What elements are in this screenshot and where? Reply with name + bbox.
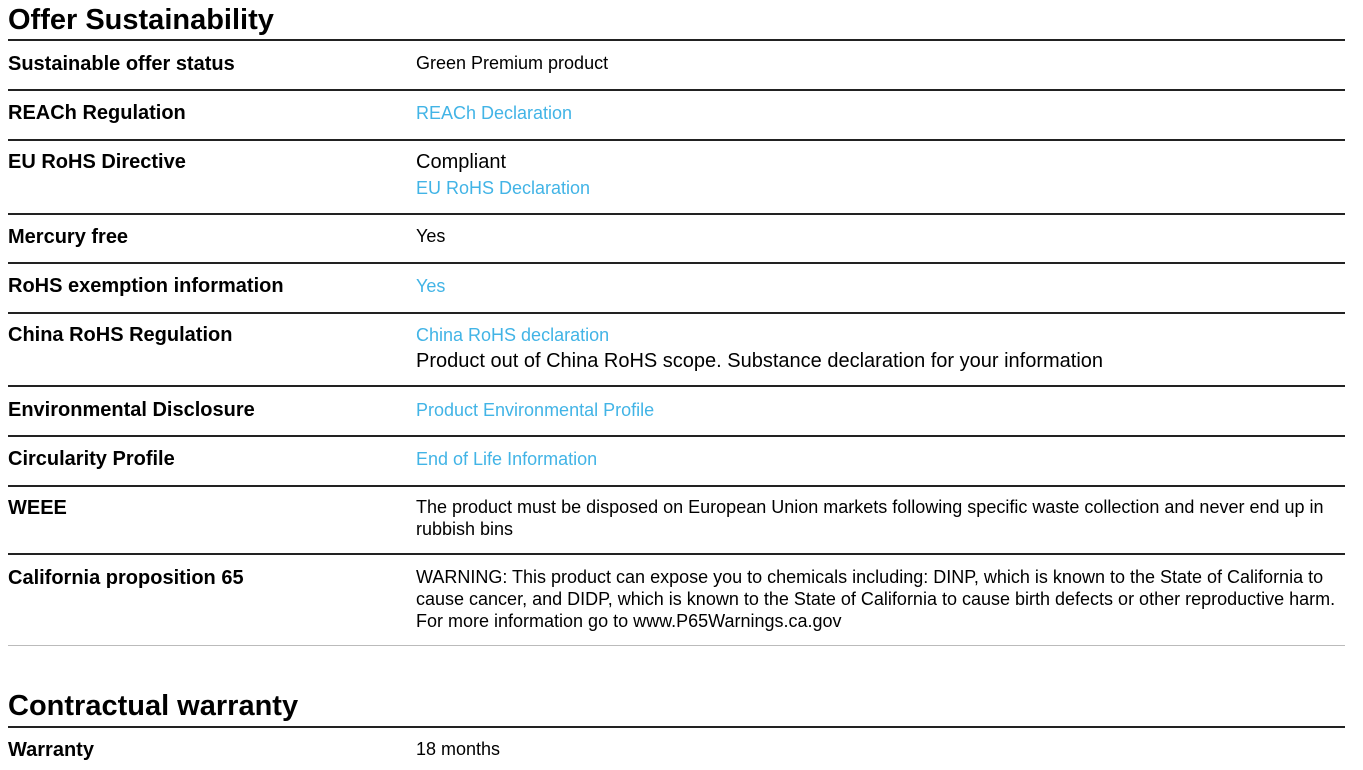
row-value bbox=[416, 100, 1341, 126]
row-label: Warranty bbox=[8, 739, 94, 761]
row-divider bbox=[8, 553, 1345, 555]
section-divider bbox=[8, 726, 1345, 728]
row-label: Mercury free bbox=[8, 226, 129, 248]
row-value bbox=[416, 273, 1341, 299]
value-text: Yes bbox=[416, 226, 446, 246]
row-label: WEEE bbox=[8, 497, 67, 519]
value-text: Compliant bbox=[416, 151, 507, 173]
row-value bbox=[416, 225, 1341, 247]
rohs-exemption-link[interactable]: Yes bbox=[416, 276, 446, 296]
row-divider bbox=[8, 645, 1345, 646]
row-value bbox=[416, 566, 1341, 632]
eu-rohs-declaration-link[interactable]: EU RoHS Declaration bbox=[416, 178, 591, 198]
row-divider bbox=[8, 139, 1345, 141]
row-divider bbox=[8, 312, 1345, 314]
row-value bbox=[416, 397, 1341, 423]
value-text: Product out of China RoHS scope. Substance declaration for your information bbox=[416, 350, 1104, 372]
row-label: REACh Regulation bbox=[8, 102, 186, 124]
reach-declaration-link[interactable]: REACh Declaration bbox=[416, 103, 573, 123]
row-label: China RoHS Regulation bbox=[8, 324, 233, 346]
row-value bbox=[416, 496, 1341, 540]
row-divider bbox=[8, 385, 1345, 387]
value-text: WARNING: This product can expose you to chemicals including: DINP, which is known to the State of California to cause cancer, and DIDP, which is known to the State of California to cause birth defects or other reproductive harm. For more information go to www.P65Warnings.ca.gov bbox=[416, 567, 1336, 631]
row-value bbox=[416, 149, 1341, 201]
china-rohs-declaration-link[interactable]: China RoHS declaration bbox=[416, 325, 610, 345]
row-value bbox=[416, 52, 1341, 74]
value-text: Green Premium product bbox=[416, 53, 609, 73]
section-divider bbox=[8, 39, 1345, 41]
row-value bbox=[416, 446, 1341, 472]
row-value bbox=[416, 322, 1341, 374]
value-text: 18 months bbox=[416, 739, 501, 759]
product-environmental-profile-link[interactable]: Product Environmental Profile bbox=[416, 400, 655, 420]
end-of-life-information-link[interactable]: End of Life Information bbox=[416, 449, 598, 469]
row-divider bbox=[8, 89, 1345, 91]
row-label: RoHS exemption information bbox=[8, 275, 284, 297]
section-title-offer-sustainability: Offer Sustainability bbox=[8, 4, 274, 36]
row-label: California proposition 65 bbox=[8, 567, 244, 589]
value-text: The product must be disposed on European Union markets following specific waste collection and never end up in rubbish bins bbox=[416, 497, 1324, 539]
row-divider bbox=[8, 213, 1345, 215]
row-label: Environmental Disclosure bbox=[8, 399, 255, 421]
row-value bbox=[416, 738, 1341, 760]
row-label: Sustainable offer status bbox=[8, 53, 235, 75]
row-label: Circularity Profile bbox=[8, 448, 175, 470]
row-divider bbox=[8, 262, 1345, 264]
row-divider bbox=[8, 485, 1345, 487]
row-divider bbox=[8, 435, 1345, 437]
section-title-contractual-warranty: Contractual warranty bbox=[8, 690, 299, 722]
row-label: EU RoHS Directive bbox=[8, 151, 186, 173]
